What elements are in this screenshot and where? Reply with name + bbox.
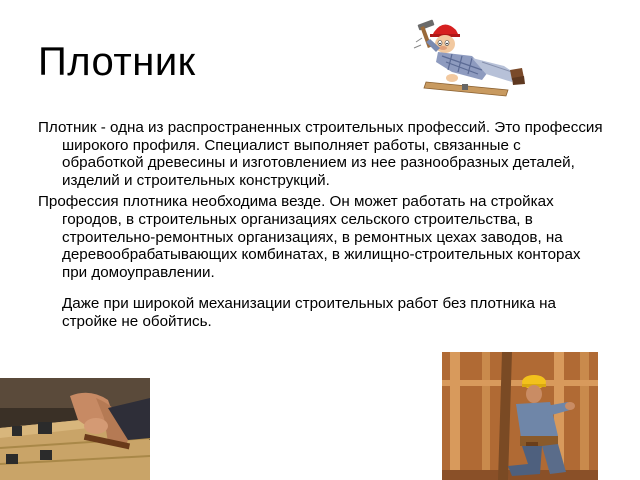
paragraph-where-needed: Профессия плотника необходима везде. Он может работать на стройках городов, в строительных организациях сельского строительства, в строительно-ремонтных организациях, в ремонтных цехах заводов, на деревообрабатывающих комбинатах, в жилищно-строительных конторах при домоуправлении. xyxy=(38,193,581,281)
slide-title: Плотник xyxy=(38,40,196,84)
hands-working-wood-image xyxy=(0,378,150,480)
body-text xyxy=(38,119,603,331)
cartoon-carpenter-image xyxy=(412,12,528,98)
carpenter-worker-image xyxy=(442,352,598,480)
paragraph-carpenter-intro: Плотник - одна из распространенных строительных профессий. Это профессия широкого профиля. Специалист выполняет работы, связанные с обработкой древесины и изготовлением из нее разнообразных деталей, изделий и строительных конструкций. xyxy=(38,119,603,189)
paragraph-conclusion: Даже при широкой механизации строительных работ без плотника на стройке не обойтись. xyxy=(62,295,556,330)
